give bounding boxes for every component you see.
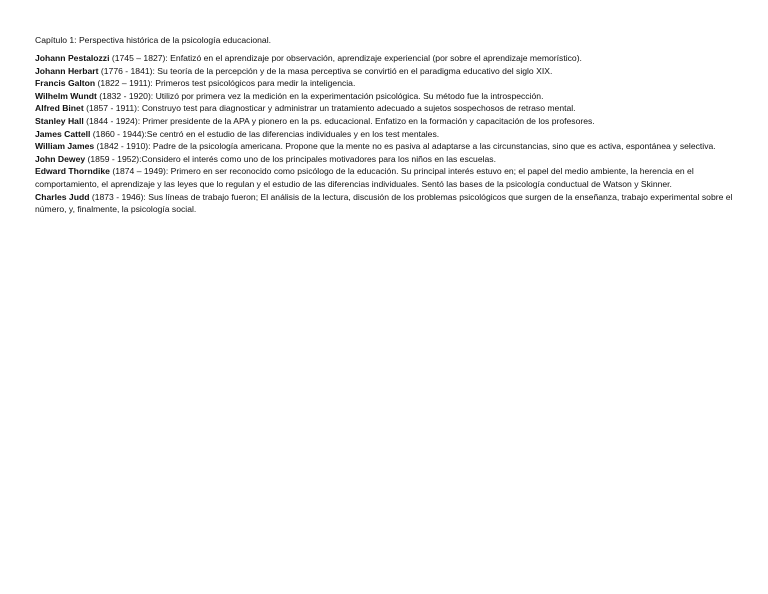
entry-text: (1776 - 1841): Su teoría de la percepción y de la masa perceptiva se convirtió en el paradigma educativo del siglo XIX. xyxy=(98,65,553,76)
entry-hall xyxy=(35,115,735,128)
entry-text: (1874 – 1949): Primero en ser reconocido como psicólogo de la educación. Su principal interés estuvo en; el papel del medio ambiente, la herencia en el comportamiento, el aprendizaje y las leyes que lo regulan y el estudio de las diferencias individuales. Sentó las bases de la psicología conductual de Watson y Skinner. xyxy=(35,166,694,189)
entry-name: James Cattell xyxy=(35,128,91,139)
entry-name: Alfred Binet xyxy=(35,103,84,114)
entry-james xyxy=(35,140,735,153)
entry-dewey xyxy=(35,153,735,166)
entry-name: Wilhelm Wundt xyxy=(35,90,97,101)
entry-text: (1832 - 1920): Utilizó por primera vez la medición en la experimentación psicológica. Su método fue la introspección. xyxy=(96,90,544,101)
entry-name: Johann Herbart xyxy=(35,65,99,76)
entry-binet xyxy=(35,102,735,115)
entry-text: (1860 - 1944):Se centró en el estudio de las diferencias individuales y en los test mentales. xyxy=(90,128,440,139)
document-page xyxy=(35,34,735,216)
entry-text: (1857 - 1911): Construyo test para diagnosticar y administrar un tratamiento adecuado a sujetos sospechosos de retraso mental. xyxy=(83,103,576,114)
entry-text: (1745 – 1827): Enfatizó en el aprendizaje por observación, aprendizaje experiencial (por sobre el aprendizaje memorístico). xyxy=(109,53,582,63)
entry-galton xyxy=(35,77,735,90)
entry-text: (1859 - 1952):Considero el interés como uno de los principales motivadores para los niños en las escuelas. xyxy=(85,153,496,164)
entry-name: Stanley Hall xyxy=(35,115,84,126)
entry-name: John Dewey xyxy=(35,153,86,164)
entry-text: (1842 - 1910): Padre de la psicología americana. Propone que la mente no es pasiva al adaptarse a las circunstancias, sino que es activa, espontánea y selectiva. xyxy=(94,141,716,152)
entry-list xyxy=(35,52,735,216)
entry-name: Francis Galton xyxy=(35,78,96,89)
entry-wundt xyxy=(35,90,735,103)
entry-judd xyxy=(35,191,735,216)
entry-herbart xyxy=(35,65,735,78)
entry-name: Edward Thorndike xyxy=(35,166,110,177)
entry-pestalozzi xyxy=(35,52,735,65)
entry-text: (1822 – 1911): Primeros test psicológicos para medir la inteligencia. xyxy=(95,78,356,89)
entry-text: (1844 - 1924): Primer presidente de la APA y pionero en la ps. educacional. Enfatizo en la formación y capacitación de los profesores. xyxy=(83,115,595,126)
entry-name: William James xyxy=(35,141,95,152)
entry-thorndike xyxy=(35,165,735,190)
entry-cattell xyxy=(35,128,735,141)
entry-name: Johann Pestalozzi xyxy=(35,53,110,63)
entry-text: (1873 - 1946): Sus líneas de trabajo fueron; El análisis de la lectura, discusión de los problemas psicológicos que surgen de la enseñanza, trabajo experimental sobre el número, y, finalmente, la psicología social. xyxy=(35,191,733,215)
chapter-title: Capítulo 1: Perspectiva histórica de la psicología educacional. xyxy=(35,35,271,45)
entry-name: Charles Judd xyxy=(35,191,90,202)
